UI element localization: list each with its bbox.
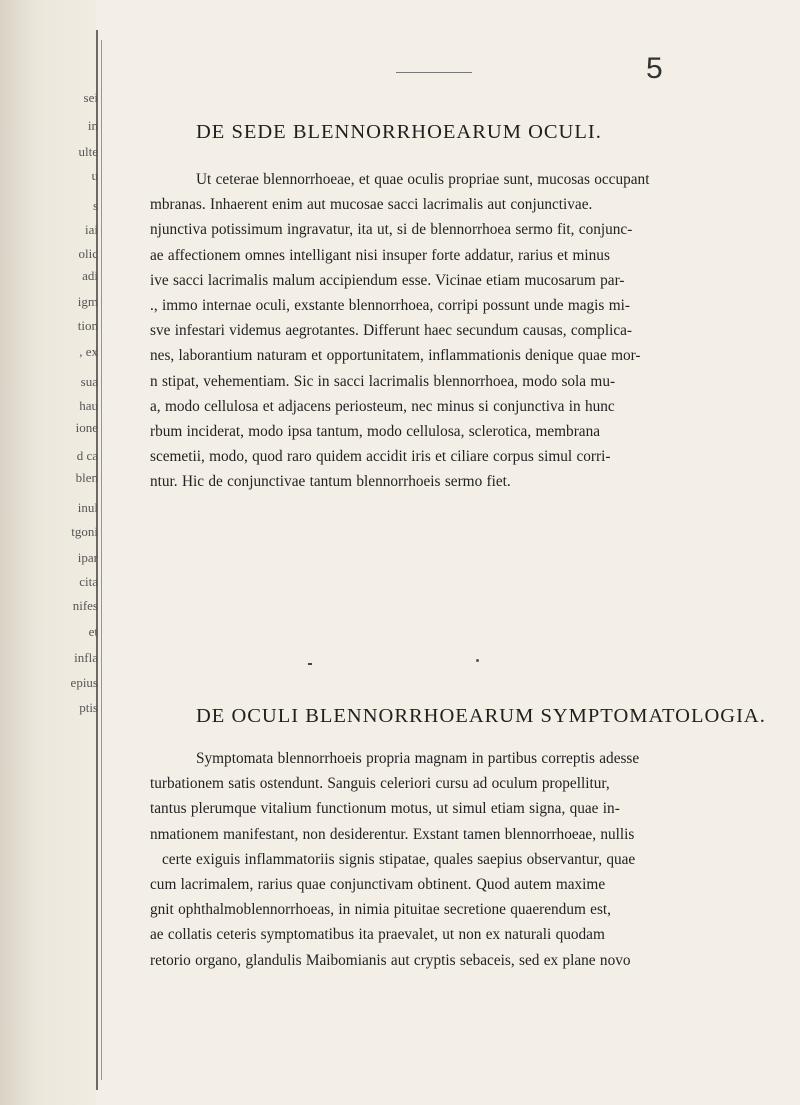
gutter-fragment: u <box>91 168 98 183</box>
header-rule <box>396 72 472 73</box>
text-line: certe exiguis inflammatoriis signis stipatae, quales saepius observantur, quae <box>162 850 636 868</box>
gutter-fragment: ione <box>75 420 98 435</box>
text-line: nmationem manifestant, non desiderentur. Exstant tamen blennorrhoeae, nullis <box>150 825 635 843</box>
paragraph-symptomatologia <box>150 746 770 973</box>
gutter-fragment: in <box>87 118 98 133</box>
gutter-fragment: sua <box>80 374 98 389</box>
gutter-fragment: adi <box>82 268 98 283</box>
gutter-fragment: inul <box>77 500 98 515</box>
gutter-fragment: , ex <box>79 344 98 359</box>
section-heading-symptomatologia: DE OCULI BLENNORRHOEARUM SYMPTOMATOLOGIA. <box>196 705 766 727</box>
gutter-fragment: s <box>92 198 98 213</box>
text-line: turbationem satis ostendunt. Sanguis celeriori cursu ad oculum propellitur, <box>150 775 610 793</box>
text-line: gnit ophthalmoblennorrhoeas, in nimia pituitae secretione quaerendum est, <box>150 901 612 919</box>
text-line: ae affectionem omnes intelligant nisi insuper forte addatur, rarius et minus <box>150 246 610 264</box>
gutter-fragment: igm <box>77 294 98 309</box>
gutter-fragment: ipar <box>77 550 98 565</box>
gutter-fragment: ulte <box>78 144 98 159</box>
text-line: Ut ceterae blennorrhoeae, et quae oculis propriae sunt, mucosas occupant <box>196 171 650 188</box>
text-line: retorio organo, glandulis Maibomianis aut cryptis sebaceis, sed ex plane novo <box>150 951 631 969</box>
gutter-fragment: nifes <box>72 598 98 613</box>
gutter-fragment: d ca <box>76 448 98 463</box>
gutter-fragment: epius <box>70 675 98 690</box>
text-line: cum lacrimalem, rarius quae conjunctivam obtinent. Quod autem maxime <box>150 876 606 894</box>
text-line: rbum inciderat, modo ipsa tantum, modo cellulosa, sclerotica, membrana <box>150 423 601 441</box>
text-line: mbranas. Inhaerent enim aut mucosae sacci lacrimalis aut conjunctivae. <box>150 196 593 214</box>
gutter-fragment: cita <box>79 574 98 589</box>
text-line: n stipat, vehementiam. Sic in sacci lacrimalis blennorrhoea, modo sola mu- <box>150 372 616 390</box>
text-line: nes, laborantium naturam et opportunitatem, inflammationis denique quae mor- <box>150 347 641 365</box>
gutter-fragment: olic <box>78 246 98 261</box>
binding-edge-shadow <box>101 40 102 1080</box>
gutter-fragment: ptis <box>79 700 98 715</box>
paragraph-sede <box>150 167 770 495</box>
gutter-fragment: blen <box>75 470 98 485</box>
page-number: 5 <box>646 52 663 85</box>
text-line: Symptomata blennorrhoeis propria magnam in partibus correptis adesse <box>196 750 640 767</box>
text-line: njunctiva potissimum ingravatur, ita ut, si de blennorrhoea sermo fit, conjunc- <box>150 221 633 239</box>
gutter-fragment: tion <box>77 318 98 333</box>
gutter-fragment: iai <box>85 222 98 237</box>
gutter-fragment: et <box>88 624 98 639</box>
section-heading-sede: DE SEDE BLENNORRHOEARUM OCULI. <box>196 121 602 143</box>
text-line: ., immo internae oculi, exstante blennorrhoea, corripi possunt unde magis mi- <box>150 297 630 315</box>
text-line: ae collatis ceteris symptomatibus ita praevalet, ut non ex naturali quodam <box>150 926 605 944</box>
text-line: tantus plerumque vitalium functionum motus, ut simul etiam signa, quae in- <box>150 800 620 818</box>
gutter-fragment: tgoni <box>71 524 98 539</box>
stray-mark <box>308 663 312 665</box>
gutter-fragment: sei <box>83 90 98 105</box>
text-line: scemetii, modo, quod raro quidem accidit iris et ciliare corpus simul corri- <box>150 448 611 466</box>
text-line: sve infestari videmus aegrotantes. Differunt haec secundum causas, complica- <box>150 322 632 340</box>
gutter-fragment: hau <box>79 398 98 413</box>
gutter-fragment: infla <box>74 650 98 665</box>
text-line: a, modo cellulosa et adjacens periosteum, nec minus si conjunctiva in hunc <box>150 397 615 415</box>
stray-mark <box>476 659 479 662</box>
text-line: ive sacci lacrimalis malum accipiendum esse. Vicinae etiam mucosarum par- <box>150 271 625 289</box>
text-line: ntur. Hic de conjunctivae tantum blennorrhoeis sermo fiet. <box>150 473 511 491</box>
